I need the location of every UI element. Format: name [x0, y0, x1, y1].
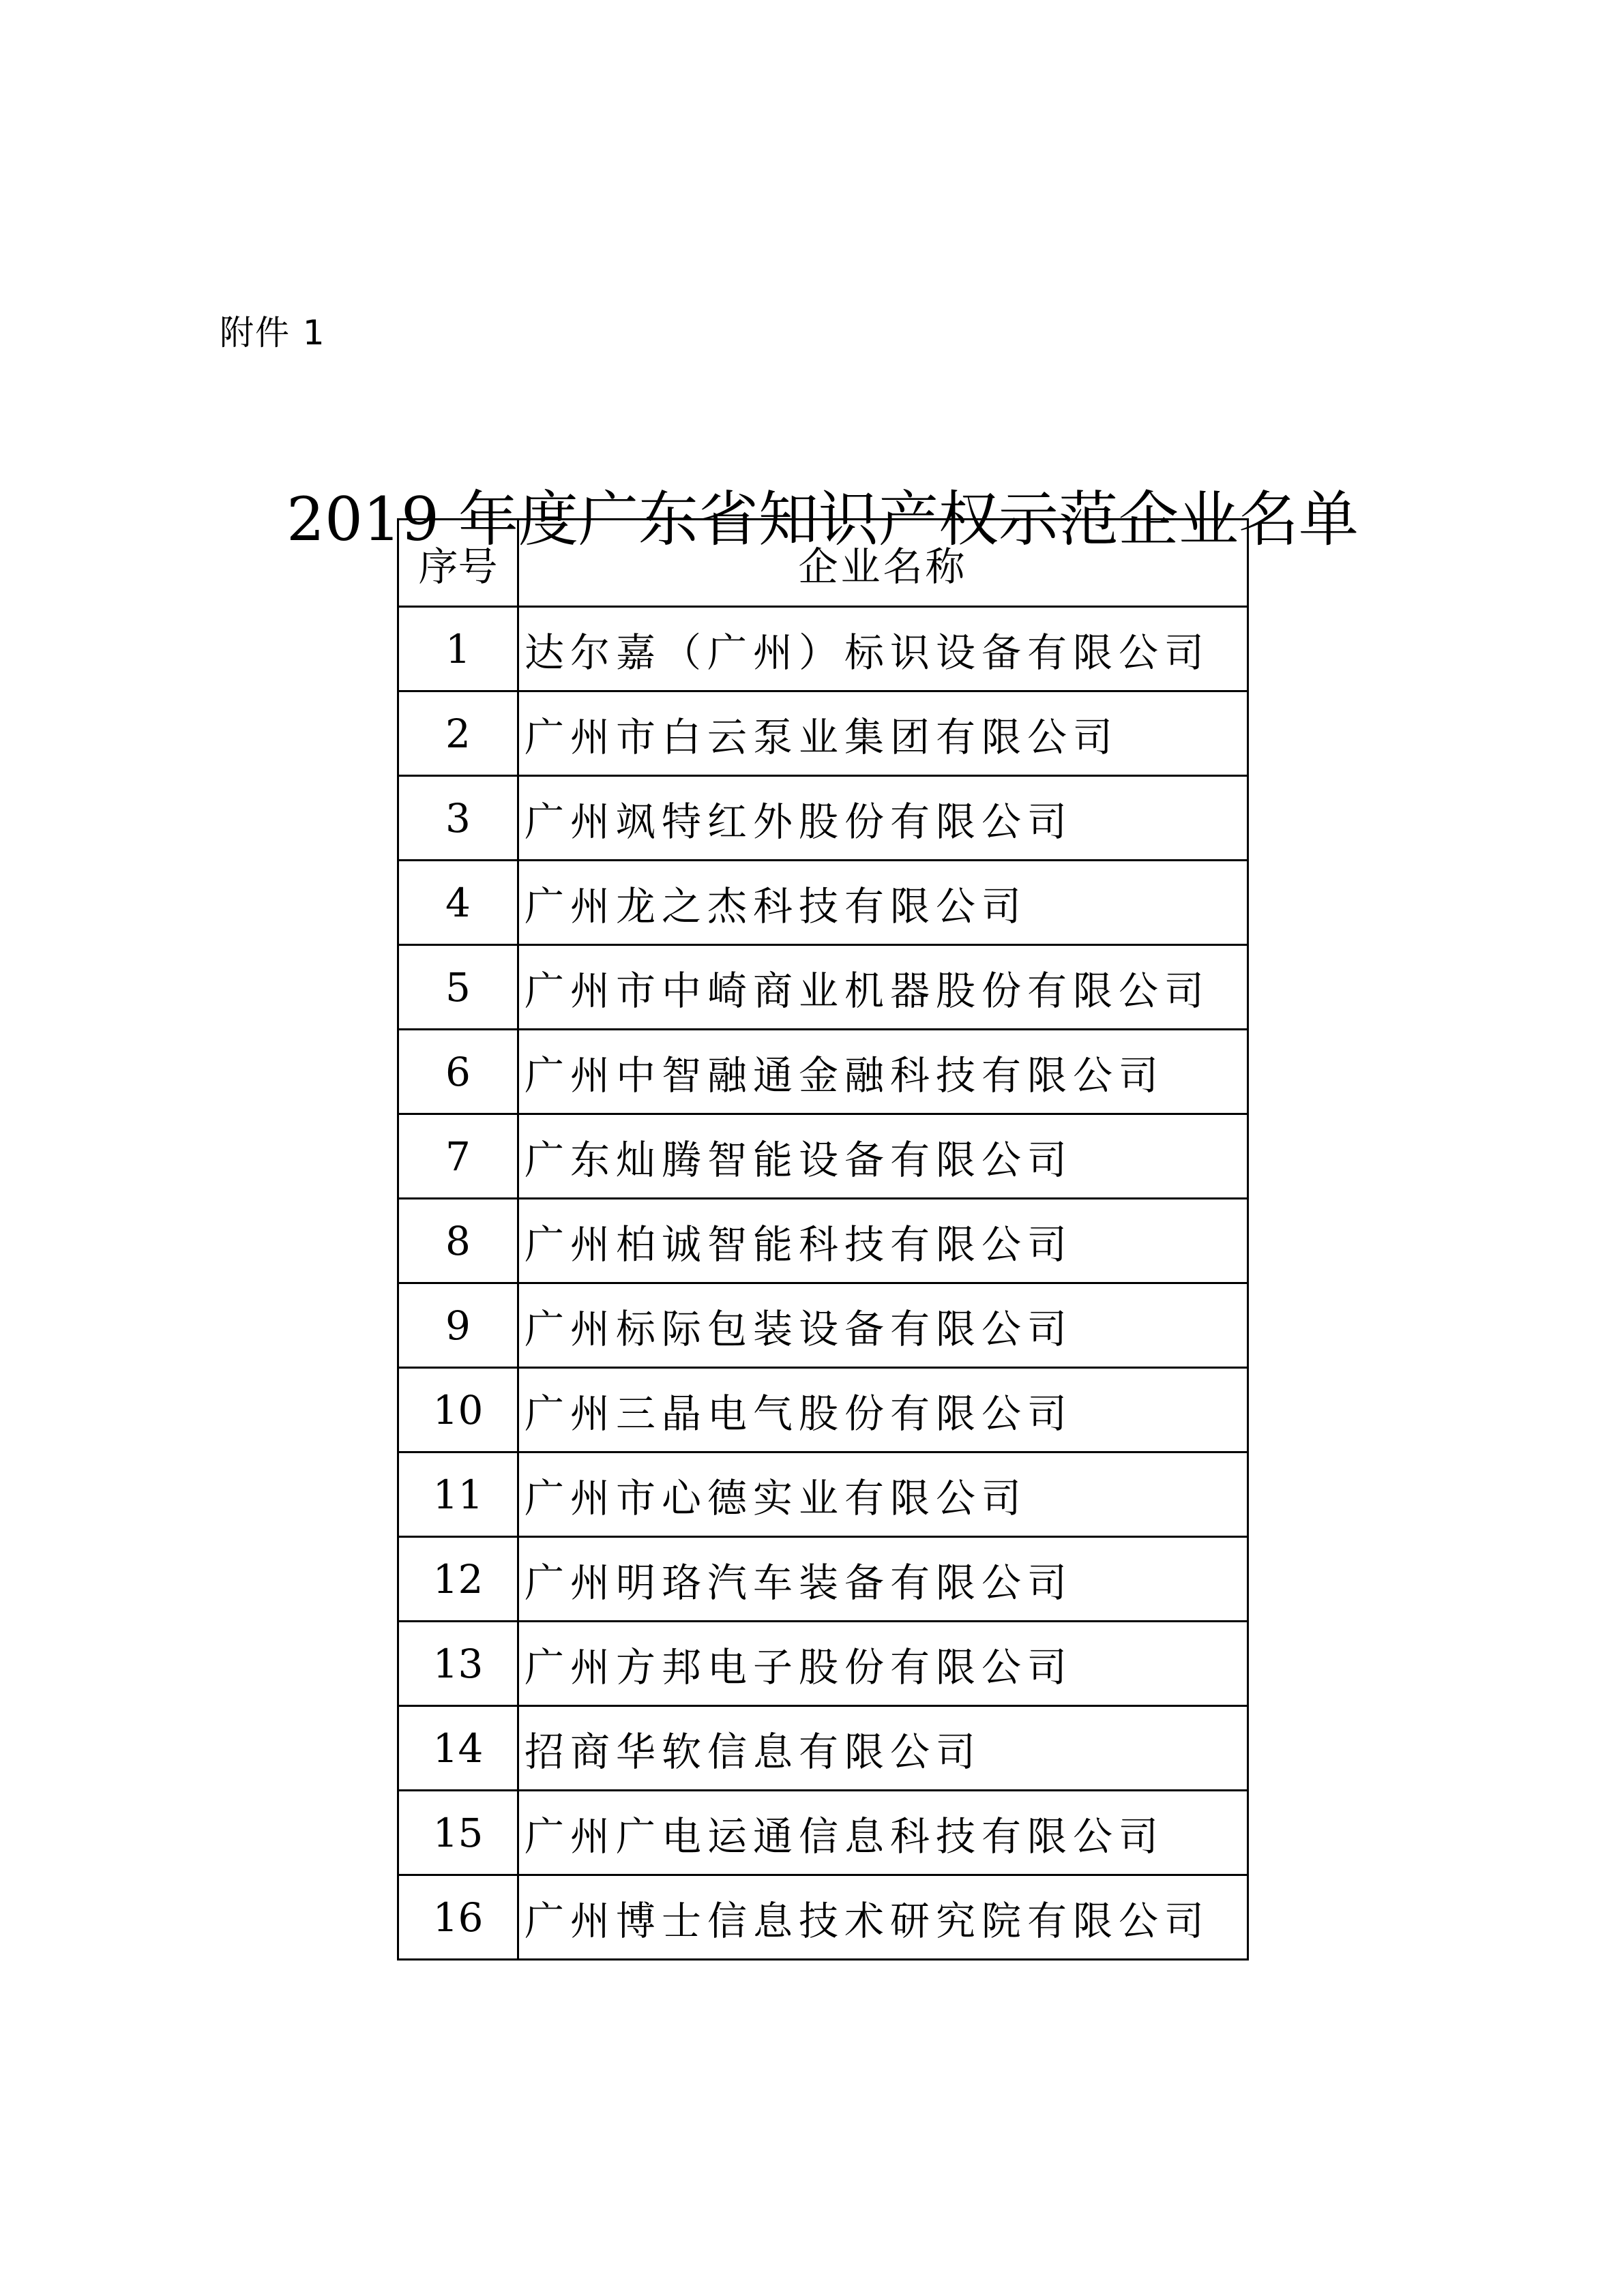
row-number: 8: [398, 1199, 518, 1283]
row-number: 2: [398, 691, 518, 776]
row-number: 16: [398, 1875, 518, 1960]
table-header-row: [398, 520, 1248, 607]
document-title: 2019 年度广东省知识产权示范企业名单: [286, 483, 1359, 554]
company-name: 广州市心德实业有限公司: [518, 1452, 1248, 1537]
table-row: [398, 1368, 1248, 1452]
company-name: 达尔嘉（广州）标识设备有限公司: [518, 607, 1248, 691]
company-name: 广州柏诚智能科技有限公司: [518, 1199, 1248, 1283]
table-row: [398, 776, 1248, 861]
table-row: [398, 691, 1248, 776]
company-name: 广州市中崎商业机器股份有限公司: [518, 945, 1248, 1030]
row-number: 9: [398, 1283, 518, 1368]
table-row: [398, 1199, 1248, 1283]
table-row: [398, 1622, 1248, 1706]
company-name: 广东灿腾智能设备有限公司: [518, 1114, 1248, 1199]
table-row: [398, 945, 1248, 1030]
company-name: 广州博士信息技术研究院有限公司: [518, 1875, 1248, 1960]
table-row: [398, 1706, 1248, 1791]
table-row: [398, 1030, 1248, 1114]
row-number: 1: [398, 607, 518, 691]
table-row: [398, 1875, 1248, 1960]
company-table: [397, 518, 1249, 1960]
row-number: 10: [398, 1368, 518, 1452]
row-number: 12: [398, 1537, 518, 1622]
attachment-label: 附件 1: [220, 313, 326, 353]
row-number: 13: [398, 1622, 518, 1706]
row-number: 6: [398, 1030, 518, 1114]
header-company-name: 企业名称: [518, 520, 1248, 607]
table-row: [398, 1283, 1248, 1368]
row-number: 7: [398, 1114, 518, 1199]
company-name: 广州方邦电子股份有限公司: [518, 1622, 1248, 1706]
company-name: 招商华软信息有限公司: [518, 1706, 1248, 1791]
table-row: [398, 1114, 1248, 1199]
row-number: 11: [398, 1452, 518, 1537]
company-name: 广州三晶电气股份有限公司: [518, 1368, 1248, 1452]
row-number: 3: [398, 776, 518, 861]
row-number: 5: [398, 945, 518, 1030]
company-name: 广州中智融通金融科技有限公司: [518, 1030, 1248, 1114]
company-name: 广州飒特红外股份有限公司: [518, 776, 1248, 861]
table-row: [398, 607, 1248, 691]
header-number: 序号: [398, 520, 518, 607]
company-name: 广州市白云泵业集团有限公司: [518, 691, 1248, 776]
company-name: 广州广电运通信息科技有限公司: [518, 1791, 1248, 1875]
table-row: [398, 1537, 1248, 1622]
table-row: [398, 1452, 1248, 1537]
company-name: 广州标际包装设备有限公司: [518, 1283, 1248, 1368]
company-name: 广州明珞汽车装备有限公司: [518, 1537, 1248, 1622]
table-row: [398, 1791, 1248, 1875]
company-name: 广州龙之杰科技有限公司: [518, 861, 1248, 945]
table-row: [398, 861, 1248, 945]
row-number: 15: [398, 1791, 518, 1875]
row-number: 14: [398, 1706, 518, 1791]
row-number: 4: [398, 861, 518, 945]
